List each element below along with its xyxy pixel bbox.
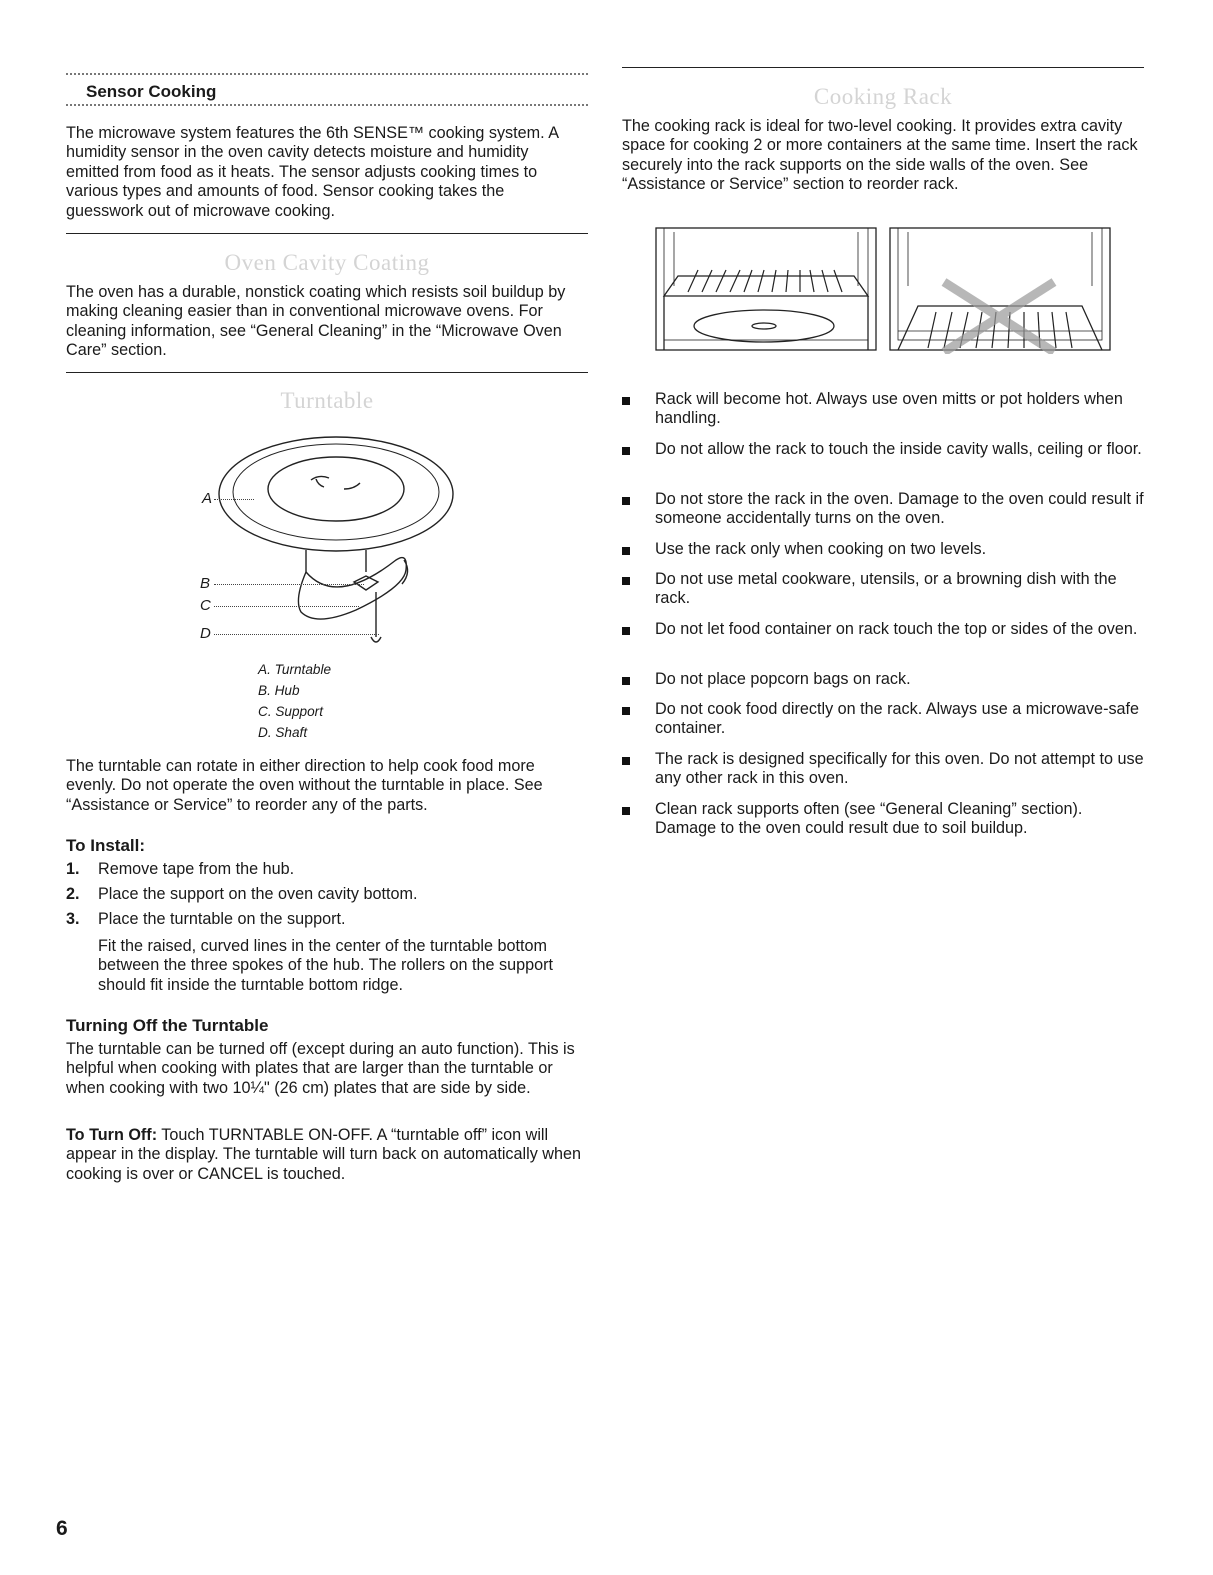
cooking-rack-paragraph: The cooking rack is ideal for two-level cooking. It provides extra cavity space for cooking 2 or more containers at the same time. Insert the rack securely into the rack supports on the side walls of the oven. See “Assistance or Service” section to reorder rack. [622,117,1138,194]
leader-line-d [214,634,379,635]
caption-shaft: D. Shaft [258,725,308,740]
bullet-marker [622,577,630,585]
oven-cavity-coating-title: Oven Cavity Coating [224,250,430,275]
oven-cavity-coating-paragraph: The oven has a durable, nonstick coating which resists soil buildup by making cleaning easier than in conventional microwave ovens. For cleaning information, see “General Cleaning” in the “Microwave Oven Care” section. [66,283,566,360]
section-rule-top [66,73,588,75]
turntable-title: Turntable [280,388,374,413]
step-text: Place the turntable on the support. [98,910,346,928]
turning-off-heading: Turning Off the Turntable [66,1016,269,1035]
list-item: Do not place popcorn bags on rack. [655,670,911,688]
step-text: Place the support on the oven cavity bottom. [98,885,418,903]
page-number: 6 [56,1517,68,1540]
turntable-paragraph: The turntable can rotate in either direction to help cook food more evenly. Do not operate the oven without the turntable in place. See “Assistance or Service” to reorder any of the parts. [66,757,543,814]
to-install-heading: To Install: [66,836,146,855]
list-item: Do not cook food directly on the rack. Always use a microwave-safe container. [655,700,1140,738]
leader-line-b [214,584,364,585]
caption-turntable: A. Turntable [258,662,332,677]
leader-line-a [214,499,254,500]
sensor-cooking-heading: Sensor Cooking [86,82,217,101]
list-item: Clean rack supports often (see “General Cleaning” section). Damage to the oven could result due to soil buildup. [655,800,1083,838]
bullet-marker [622,497,630,505]
diagram-label-d: D [200,625,211,642]
leader-line-c [214,606,359,607]
list-item: Rack will become hot. Always use oven mitts or pot holders when handling. [655,390,1123,428]
section-divider [622,67,1144,68]
turn-off-label: To Turn Off: [66,1126,158,1144]
diagram-label-c: C [200,597,211,614]
turn-off-text: Touch TURNTABLE ON-OFF. A “turntable off” icon will appear in the display. The turntable will turn back on automatically when cooking is over or CANCEL is touched. [66,1126,581,1183]
bullet-marker [622,547,630,555]
bullet-marker [622,757,630,765]
section-rule [66,104,588,106]
diagram-label-a: A [202,490,213,507]
install-note: Fit the raised, curved lines in the center of the turntable bottom between the three spokes of the hub. The rollers on the support should fit inside the turntable bottom ridge. [98,937,554,994]
step-number: 1. [66,860,80,878]
list-item: The rack is designed specifically for this oven. Do not attempt to use any other rack in this oven. [655,750,1144,788]
turntable-diagram [176,432,476,657]
list-item: Do not use metal cookware, utensils, or a browning dish with the rack. [655,570,1117,608]
bullet-marker [622,807,630,815]
list-item: Do not let food container on rack touch the top or sides of the oven. [655,620,1138,638]
diagram-label-b: B [200,575,211,592]
bullet-marker [622,627,630,635]
list-item: Do not allow the rack to touch the inside cavity walls, ceiling or floor. [655,440,1142,458]
sensor-cooking-paragraph: The microwave system features the 6th SENSE™ cooking system. A humidity sensor in the oven cavity detects moisture and humidity emitted from food as it heats. The sensor adjusts cooking times to various types and amounts of food. Sensor cooking takes the guesswork out of microwave cooking. [66,124,559,220]
rack-correct-illustration [654,226,880,354]
step-text: Remove tape from the hub. [98,860,295,878]
bullet-marker [622,707,630,715]
caption-support: C. Support [258,704,323,719]
section-divider [66,372,588,373]
turning-off-paragraph: The turntable can be turned off (except during an auto function). This is helpful when cooking with plates that are larger than the turntable or when cooking with two 10¼" (26 cm) plates that are side by side. [66,1040,575,1097]
bullet-marker [622,677,630,685]
turn-off-instructions [66,1126,581,1184]
caption-hub: B. Hub [258,683,300,698]
step-number: 2. [66,885,80,903]
cooking-rack-title: Cooking Rack [813,84,953,109]
bullet-marker [622,397,630,405]
step-number: 3. [66,910,80,928]
section-divider [66,233,588,234]
list-item: Use the rack only when cooking on two levels. [655,540,987,558]
list-item: Do not store the rack in the oven. Damage to the oven could result if someone accidentally turns on the oven. [655,490,1144,528]
bullet-marker [622,447,630,455]
rack-incorrect-illustration [888,226,1114,354]
